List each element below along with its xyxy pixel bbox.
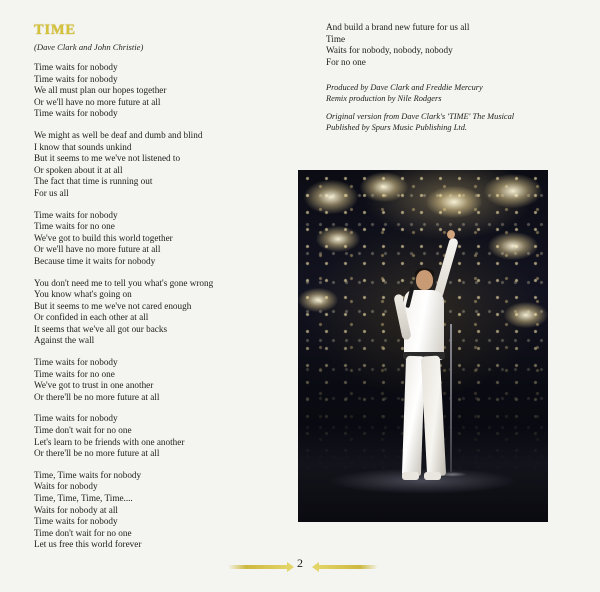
lyrics-line: You don't need me to tell you what's gone wrong bbox=[34, 277, 214, 288]
arrow-left-icon bbox=[318, 565, 378, 569]
spotlight-beam bbox=[360, 172, 408, 202]
spotlight-beam bbox=[504, 302, 548, 328]
lyrics-line: You know what's going on bbox=[34, 289, 132, 300]
lyrics-line: Let's learn to be friends with one another bbox=[34, 436, 185, 447]
credit-original-version: Original version from Dave Clark's 'TIME' The Musical bbox=[326, 112, 515, 122]
lyrics-line: Time don't wait for no one bbox=[34, 425, 132, 436]
lyrics-column-left bbox=[34, 22, 304, 561]
lyrics-line: But it seems to me we've not listened to bbox=[34, 153, 181, 164]
credit-remix-production: Remix production by Nile Rodgers bbox=[326, 94, 442, 104]
arrow-right-icon bbox=[228, 565, 288, 569]
lyrics-stanza bbox=[34, 357, 304, 403]
lyrics-line: Time don't wait for no one bbox=[34, 527, 132, 538]
lyrics-line: Time, Time, Time, Time.... bbox=[34, 493, 133, 503]
page-number: 2 bbox=[297, 556, 303, 570]
right-shoe bbox=[424, 472, 441, 480]
lyrics-line: Or there'll be no more future at all bbox=[34, 391, 160, 402]
lyrics-line: Time bbox=[326, 33, 346, 44]
lyrics-line: Time waits for nobody bbox=[34, 357, 118, 368]
credit-produced-by: Produced by Dave Clark and Freddie Mercury bbox=[326, 83, 483, 93]
lyrics-line: Or spoken about it at all bbox=[34, 164, 123, 175]
lyrics-line: For no one bbox=[326, 56, 366, 67]
page-title: TIME bbox=[34, 22, 76, 38]
lyrics-line: Time waits for nobody bbox=[34, 516, 118, 527]
lyrics-line: Or we'll have no more future at all bbox=[34, 96, 161, 107]
lyrics-line: Waits for nobody at all bbox=[34, 504, 118, 515]
lyrics-stanza bbox=[34, 210, 304, 268]
spotlight-beam bbox=[304, 180, 358, 214]
lyrics-line: We've got to build this world together bbox=[34, 232, 173, 243]
microphone-stand bbox=[450, 324, 452, 474]
lyrics-line: Time waits for nobody bbox=[34, 209, 118, 220]
lyrics-line: Let us free this world forever bbox=[34, 539, 142, 550]
lyrics-line: Or we'll have no more future at all bbox=[34, 244, 161, 255]
raised-arm bbox=[433, 237, 459, 299]
lyrics-line: Time waits for nobody bbox=[34, 62, 118, 72]
lyrics-column-right bbox=[326, 22, 576, 133]
lyrics-line: Waits for nobody bbox=[34, 481, 98, 492]
lyrics-stanza bbox=[326, 22, 576, 68]
lyrics-line: Against the wall bbox=[34, 335, 95, 346]
lyrics-line: For us all bbox=[34, 187, 69, 198]
credit-publisher: Published by Spurs Music Publishing Ltd. bbox=[326, 123, 467, 133]
lyrics-stanza bbox=[34, 278, 304, 348]
lyrics-line: But it seems to me we've not cared enough bbox=[34, 300, 192, 311]
lyrics-line: It seems that we've all got our backs bbox=[34, 323, 168, 334]
spotlight-beam bbox=[484, 174, 542, 208]
lyrics-stanza bbox=[34, 413, 304, 459]
lyrics-line: Time, Time waits for nobody bbox=[34, 469, 142, 480]
stage-photo bbox=[298, 170, 548, 522]
lyrics-line: Time waits for no one bbox=[34, 221, 115, 232]
lyrics-stanza bbox=[34, 470, 304, 551]
lyrics-line: And build a brand new future for us all bbox=[326, 22, 470, 32]
lyrics-line: I know that sounds unkind bbox=[34, 141, 132, 152]
lyrics-line: The fact that time is running out bbox=[34, 176, 153, 187]
lyrics-line: We might as well be deaf and dumb and blind bbox=[34, 129, 203, 140]
lyrics-stanza bbox=[34, 130, 304, 200]
lyrics-line: Time waits for nobody bbox=[34, 108, 118, 119]
performer-figure bbox=[386, 228, 476, 508]
head bbox=[416, 270, 433, 290]
lyrics-line: Time waits for no one bbox=[34, 368, 115, 379]
left-shoe bbox=[402, 472, 419, 480]
lyrics-stanza bbox=[34, 62, 304, 120]
songwriter-credit: (Dave Clark and John Christie) bbox=[34, 42, 144, 52]
credit-spacer bbox=[326, 104, 576, 111]
lyrics-line: Time waits for nobody bbox=[34, 73, 118, 84]
lyrics-line: Because time it waits for nobody bbox=[34, 255, 156, 266]
production-credits bbox=[326, 82, 576, 133]
lyrics-line: We all must plan our hopes together bbox=[34, 85, 167, 96]
spotlight-beam bbox=[316, 226, 360, 252]
spotlight-beam bbox=[488, 232, 538, 260]
page-footer bbox=[0, 556, 600, 578]
spotlight-beam bbox=[298, 288, 338, 312]
lyrics-line: Waits for nobody, nobody, nobody bbox=[326, 45, 453, 56]
right-leg bbox=[421, 356, 446, 477]
spotlight-beam bbox=[426, 186, 482, 218]
lyrics-line: We've got to trust in one another bbox=[34, 380, 154, 391]
lyrics-line: Or there'll be no more future at all bbox=[34, 448, 160, 459]
lyrics-line: Or confided in each other at all bbox=[34, 312, 149, 323]
raised-hand bbox=[447, 230, 455, 239]
lyrics-line: Time waits for nobody bbox=[34, 413, 118, 424]
